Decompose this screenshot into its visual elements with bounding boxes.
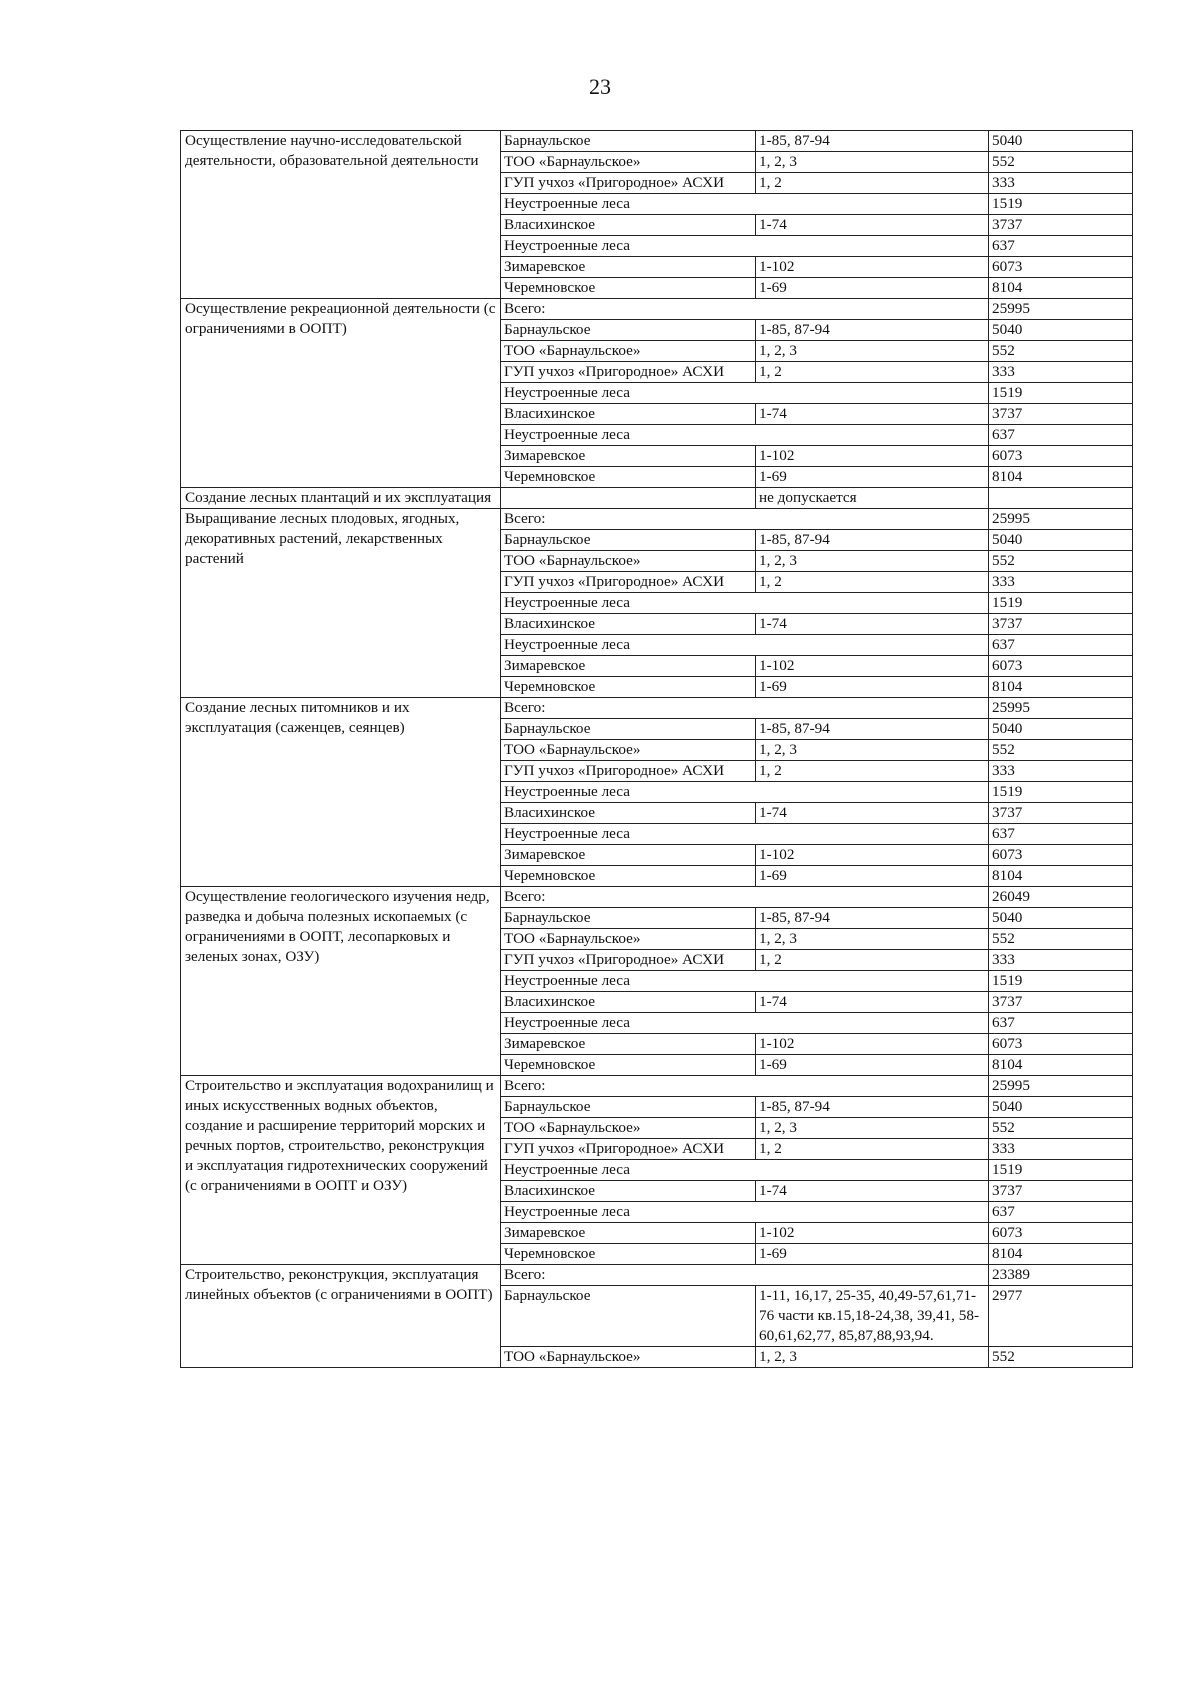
table-row [181, 887, 1133, 908]
forestry-name-cell: Зимаревское [501, 845, 756, 866]
forestry-name-spanning-cell: Всего: [501, 509, 989, 530]
forestry-name-spanning-cell: Всего: [501, 1076, 989, 1097]
quarters-cell: 1-85, 87-94 [756, 320, 989, 341]
forestry-name-cell: Власихинское [501, 215, 756, 236]
area-cell: 6073 [989, 656, 1133, 677]
forestry-name-spanning-cell: Неустроенные леса [501, 425, 989, 446]
activity-cell: Строительство и эксплуатация водохранилищ и иных искусственных водных объектов, создание и расширение территорий морских и речных портов, строительство, реконструкция и эксплуатация гидротехнических сооружений (с ограничениями в ООПТ и ОЗУ) [181, 1076, 501, 1265]
area-cell: 552 [989, 1347, 1133, 1368]
forestry-name-spanning-cell: Неустроенные леса [501, 635, 989, 656]
forestry-name-spanning-cell: Неустроенные леса [501, 782, 989, 803]
forestry-name-cell: Власихинское [501, 992, 756, 1013]
area-cell [989, 488, 1133, 509]
area-cell: 552 [989, 341, 1133, 362]
activity-cell: Осуществление научно-исследовательской деятельности, образовательной деятельности [181, 131, 501, 299]
quarters-cell: 1-85, 87-94 [756, 1097, 989, 1118]
area-cell: 3737 [989, 803, 1133, 824]
forest-use-table [180, 130, 1133, 1368]
forestry-name-spanning-cell: Неустроенные леса [501, 1013, 989, 1034]
quarters-cell: 1, 2 [756, 950, 989, 971]
area-cell: 6073 [989, 845, 1133, 866]
forestry-name-cell: Власихинское [501, 1181, 756, 1202]
quarters-cell: 1-74 [756, 404, 989, 425]
area-cell: 8104 [989, 467, 1133, 488]
forestry-name-spanning-cell: Неустроенные леса [501, 194, 989, 215]
area-cell: 552 [989, 740, 1133, 761]
area-cell: 333 [989, 572, 1133, 593]
area-cell: 552 [989, 929, 1133, 950]
area-cell: 25995 [989, 299, 1133, 320]
area-cell: 26049 [989, 887, 1133, 908]
forestry-name-cell: Черемновское [501, 1244, 756, 1265]
area-cell: 25995 [989, 1076, 1133, 1097]
forestry-name-cell: ГУП учхоз «Пригородное» АСХИ [501, 572, 756, 593]
area-cell: 6073 [989, 1034, 1133, 1055]
quarters-cell: 1-74 [756, 992, 989, 1013]
quarters-cell: 1-74 [756, 614, 989, 635]
area-cell: 2977 [989, 1286, 1133, 1347]
area-cell: 1519 [989, 971, 1133, 992]
quarters-cell: 1-69 [756, 278, 989, 299]
quarters-cell: 1, 2, 3 [756, 929, 989, 950]
forestry-name-cell: Власихинское [501, 803, 756, 824]
forestry-name-cell: ТОО «Барнаульское» [501, 551, 756, 572]
forestry-name-cell: Барнаульское [501, 131, 756, 152]
forestry-name-cell: Черемновское [501, 677, 756, 698]
forestry-name-cell: Власихинское [501, 404, 756, 425]
forestry-name-cell: Черемновское [501, 866, 756, 887]
forestry-name-spanning-cell: Всего: [501, 299, 989, 320]
quarters-cell: 1-85, 87-94 [756, 131, 989, 152]
area-cell: 1519 [989, 1160, 1133, 1181]
forestry-name-cell: Барнаульское [501, 530, 756, 551]
forestry-name-spanning-cell: Неустроенные леса [501, 971, 989, 992]
forestry-name-cell: Власихинское [501, 614, 756, 635]
quarters-cell: 1-11, 16,17, 25-35, 40,49-57,61,71-76 части кв.15,18-24,38, 39,41, 58-60,61,62,77, 85,87,88,93,94. [756, 1286, 989, 1347]
forestry-name-cell: Черемновское [501, 467, 756, 488]
quarters-cell: не допускается [756, 488, 989, 509]
forestry-name-cell: Зимаревское [501, 1223, 756, 1244]
forestry-name-cell: ТОО «Барнаульское» [501, 1347, 756, 1368]
forestry-name-cell: Черемновское [501, 278, 756, 299]
quarters-cell: 1-85, 87-94 [756, 719, 989, 740]
area-cell: 5040 [989, 719, 1133, 740]
area-cell: 1519 [989, 383, 1133, 404]
area-cell: 333 [989, 1139, 1133, 1160]
area-cell: 333 [989, 950, 1133, 971]
activity-cell: Создание лесных питомников и их эксплуатация (саженцев, сеянцев) [181, 698, 501, 887]
quarters-cell: 1-102 [756, 656, 989, 677]
forestry-name-spanning-cell: Неустроенные леса [501, 824, 989, 845]
area-cell: 637 [989, 824, 1133, 845]
area-cell: 23389 [989, 1265, 1133, 1286]
forestry-name-cell: Барнаульское [501, 1097, 756, 1118]
table-row [181, 509, 1133, 530]
area-cell: 3737 [989, 404, 1133, 425]
area-cell: 3737 [989, 215, 1133, 236]
area-cell: 637 [989, 1013, 1133, 1034]
area-cell: 333 [989, 362, 1133, 383]
table-body [181, 131, 1133, 1368]
quarters-cell: 1-74 [756, 215, 989, 236]
quarters-cell: 1-102 [756, 1034, 989, 1055]
area-cell: 637 [989, 425, 1133, 446]
activity-cell: Строительство, реконструкция, эксплуатация линейных объектов (с ограничениями в ООПТ) [181, 1265, 501, 1368]
activity-cell: Выращивание лесных плодовых, ягодных, декоративных растений, лекарственных растений [181, 509, 501, 698]
forestry-name-cell: ТОО «Барнаульское» [501, 1118, 756, 1139]
forestry-name-spanning-cell: Неустроенные леса [501, 1202, 989, 1223]
forestry-name-cell: ТОО «Барнаульское» [501, 740, 756, 761]
area-cell: 637 [989, 1202, 1133, 1223]
quarters-cell: 1, 2, 3 [756, 1118, 989, 1139]
area-cell: 25995 [989, 698, 1133, 719]
quarters-cell: 1-69 [756, 1055, 989, 1076]
area-cell: 5040 [989, 530, 1133, 551]
quarters-cell: 1, 2 [756, 362, 989, 383]
forestry-name-cell: ГУП учхоз «Пригородное» АСХИ [501, 173, 756, 194]
forestry-name-cell: Барнаульское [501, 1286, 756, 1347]
forestry-name-cell: ТОО «Барнаульское» [501, 929, 756, 950]
quarters-cell: 1-69 [756, 467, 989, 488]
area-cell: 5040 [989, 320, 1133, 341]
area-cell: 637 [989, 236, 1133, 257]
area-cell: 8104 [989, 1244, 1133, 1265]
table-row [181, 488, 1133, 509]
area-cell: 552 [989, 152, 1133, 173]
area-cell: 1519 [989, 782, 1133, 803]
forestry-name-cell: ГУП учхоз «Пригородное» АСХИ [501, 1139, 756, 1160]
table-row [181, 299, 1133, 320]
quarters-cell: 1-102 [756, 1223, 989, 1244]
area-cell: 5040 [989, 131, 1133, 152]
area-cell: 8104 [989, 677, 1133, 698]
activity-cell: Создание лесных плантаций и их эксплуатация [181, 488, 501, 509]
forestry-name-cell: Зимаревское [501, 656, 756, 677]
forestry-name-cell: ГУП учхоз «Пригородное» АСХИ [501, 950, 756, 971]
quarters-cell: 1-74 [756, 803, 989, 824]
quarters-cell: 1, 2, 3 [756, 341, 989, 362]
quarters-cell: 1-69 [756, 866, 989, 887]
forestry-name-cell: Зимаревское [501, 1034, 756, 1055]
forestry-name-cell: Барнаульское [501, 908, 756, 929]
forestry-name-cell: ТОО «Барнаульское» [501, 341, 756, 362]
quarters-cell: 1-69 [756, 677, 989, 698]
area-cell: 3737 [989, 614, 1133, 635]
page-number: 23 [589, 74, 611, 99]
table-row [181, 698, 1133, 719]
activity-cell: Осуществление рекреационной деятельности (с ограничениями в ООПТ) [181, 299, 501, 488]
quarters-cell: 1-102 [756, 446, 989, 467]
quarters-cell: 1-102 [756, 257, 989, 278]
forestry-name-spanning-cell: Всего: [501, 698, 989, 719]
quarters-cell: 1, 2, 3 [756, 551, 989, 572]
forestry-name-cell: ГУП учхоз «Пригородное» АСХИ [501, 761, 756, 782]
area-cell: 552 [989, 1118, 1133, 1139]
forestry-name-spanning-cell: Всего: [501, 1265, 989, 1286]
forestry-name-cell: Зимаревское [501, 257, 756, 278]
quarters-cell: 1-85, 87-94 [756, 530, 989, 551]
forestry-name-cell: Черемновское [501, 1055, 756, 1076]
quarters-cell: 1, 2 [756, 761, 989, 782]
quarters-cell: 1, 2, 3 [756, 740, 989, 761]
area-cell: 333 [989, 761, 1133, 782]
area-cell: 3737 [989, 992, 1133, 1013]
area-cell: 3737 [989, 1181, 1133, 1202]
area-cell: 552 [989, 551, 1133, 572]
forestry-name-cell: Барнаульское [501, 719, 756, 740]
forestry-name-cell [501, 488, 756, 509]
table-row [181, 1265, 1133, 1286]
area-cell: 6073 [989, 1223, 1133, 1244]
quarters-cell: 1, 2, 3 [756, 152, 989, 173]
area-cell: 6073 [989, 257, 1133, 278]
area-cell: 6073 [989, 446, 1133, 467]
area-cell: 8104 [989, 278, 1133, 299]
forestry-name-spanning-cell: Неустроенные леса [501, 236, 989, 257]
table-row [181, 131, 1133, 152]
area-cell: 8104 [989, 1055, 1133, 1076]
activity-cell: Осуществление геологического изучения недр, разведка и добыча полезных ископаемых (с ограничениями в ООПТ, лесопарковых и зеленых зонах, ОЗУ) [181, 887, 501, 1076]
forestry-name-cell: ТОО «Барнаульское» [501, 152, 756, 173]
quarters-cell: 1, 2 [756, 173, 989, 194]
quarters-cell: 1-69 [756, 1244, 989, 1265]
quarters-cell: 1-102 [756, 845, 989, 866]
forestry-name-spanning-cell: Неустроенные леса [501, 383, 989, 404]
quarters-cell: 1, 2, 3 [756, 1347, 989, 1368]
area-cell: 8104 [989, 866, 1133, 887]
area-cell: 1519 [989, 194, 1133, 215]
quarters-cell: 1, 2 [756, 572, 989, 593]
forestry-name-spanning-cell: Неустроенные леса [501, 1160, 989, 1181]
area-cell: 333 [989, 173, 1133, 194]
area-cell: 637 [989, 635, 1133, 656]
table-row [181, 1076, 1133, 1097]
area-cell: 5040 [989, 908, 1133, 929]
forestry-name-spanning-cell: Неустроенные леса [501, 593, 989, 614]
quarters-cell: 1, 2 [756, 1139, 989, 1160]
forestry-name-cell: Зимаревское [501, 446, 756, 467]
area-cell: 1519 [989, 593, 1133, 614]
forestry-name-cell: ГУП учхоз «Пригородное» АСХИ [501, 362, 756, 383]
area-cell: 5040 [989, 1097, 1133, 1118]
area-cell: 25995 [989, 509, 1133, 530]
forestry-name-cell: Барнаульское [501, 320, 756, 341]
quarters-cell: 1-74 [756, 1181, 989, 1202]
forestry-name-spanning-cell: Всего: [501, 887, 989, 908]
quarters-cell: 1-85, 87-94 [756, 908, 989, 929]
